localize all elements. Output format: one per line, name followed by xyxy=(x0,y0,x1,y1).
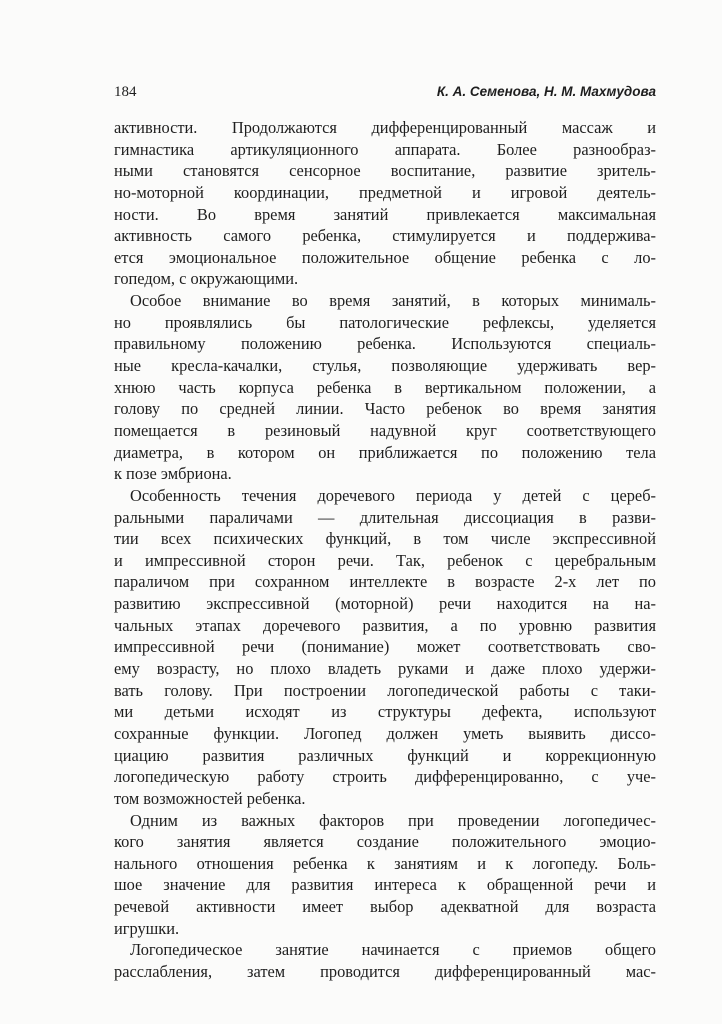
text-line: голову по средней линии. Часто ребенок во время занятия xyxy=(114,399,656,419)
page-header xyxy=(114,84,656,104)
text-line: ные кресла-качалки, стулья, позволяющие удерживать вер- xyxy=(114,356,656,376)
text-line: Особенность течения доречевого периода у детей с цереб- xyxy=(130,485,656,505)
text-line: ми детьми исходят из структуры дефекта, используют xyxy=(114,702,656,722)
paragraph xyxy=(114,810,656,940)
text-line: том возможностей ребенка. xyxy=(114,788,306,808)
page-number: 184 xyxy=(114,84,137,100)
text-line: параличом при сохранном интеллекте в возрасте 2-х лет по xyxy=(114,572,656,592)
text-line: кого занятия является создание положительного эмоцио- xyxy=(114,832,656,852)
text-line: ными становятся сенсорное воспитание, развитие зритель- xyxy=(114,161,656,181)
text-line: Особое внимание во время занятий, в которых минималь- xyxy=(130,291,656,311)
paragraph xyxy=(114,939,656,982)
body-text xyxy=(114,117,656,983)
text-line: речевой активности имеет выбор адекватной для возраста xyxy=(114,897,656,917)
text-line: диаметра, в котором он приближается по положению тела xyxy=(114,442,656,462)
running-head-authors: К. А. Семенова, Н. М. Махмудова xyxy=(436,84,656,99)
text-line: нального отношения ребенка к занятиям и к логопеду. Боль- xyxy=(114,853,656,873)
text-line: циацию развития различных функций и коррекционную xyxy=(114,745,656,765)
text-line: Одним из важных факторов при проведении логопедичес- xyxy=(130,810,656,830)
text-line: вать голову. При построении логопедической работы с таки- xyxy=(114,680,656,700)
text-line: и импрессивной сторон речи. Так, ребенок с церебральным xyxy=(114,550,656,570)
paragraph xyxy=(114,485,656,810)
text-line: Логопедическое занятие начинается с приемов общего xyxy=(130,940,656,960)
text-line: игрушки. xyxy=(114,918,180,938)
text-line: гимнастика артикуляционного аппарата. Более разнообраз- xyxy=(114,139,656,159)
paragraph xyxy=(114,290,656,485)
text-line: импрессивной речи (понимание) может соответствовать сво- xyxy=(114,637,656,657)
text-line: но-моторной координации, предметной и игровой деятель- xyxy=(114,182,656,202)
text-line: хнюю часть корпуса ребенка в вертикальном положении, а xyxy=(114,377,656,397)
text-line: сохранные функции. Логопед должен уметь выявить диссо- xyxy=(114,723,656,743)
text-line: но проявлялись бы патологические рефлексы, уделяется xyxy=(114,312,656,332)
text-line: ности. Во время занятий привлекается максимальная xyxy=(114,204,656,224)
text-line: ему возрасту, но плохо владеть руками и даже плохо удержи- xyxy=(114,659,656,679)
text-line: к позе эмбриона. xyxy=(114,464,232,484)
text-line: логопедическую работу строить дифференцированно, с учe- xyxy=(114,767,656,787)
text-line: гопедом, с окружающими. xyxy=(114,269,299,289)
text-line: активность самого ребенка, стимулируется и поддержива- xyxy=(114,226,656,246)
text-line: тии всех психических функций, в том числе экспрессивной xyxy=(114,529,656,549)
text-line: ральными параличами — длительная диссоциация в разви- xyxy=(114,507,656,527)
text-line: правильному положению ребенка. Используются специаль- xyxy=(114,334,656,354)
text-line: помещается в резиновый надувной круг соответствующего xyxy=(114,420,656,440)
text-line: расслабления, затем проводится дифференцированный мас- xyxy=(114,961,656,981)
paragraph xyxy=(114,117,656,290)
text-line: шое значение для развития интереса к обращенной речи и xyxy=(114,875,656,895)
text-line: активности. Продолжаются дифференцированный массаж и xyxy=(114,118,656,137)
text-line: развитию экспрессивной (моторной) речи находится на на- xyxy=(114,594,656,614)
text-line: чальных этапах доречевого развития, а по уровню развития xyxy=(114,615,656,635)
text-line: ется эмоциональное положительное общение ребенка с ло- xyxy=(114,247,656,267)
